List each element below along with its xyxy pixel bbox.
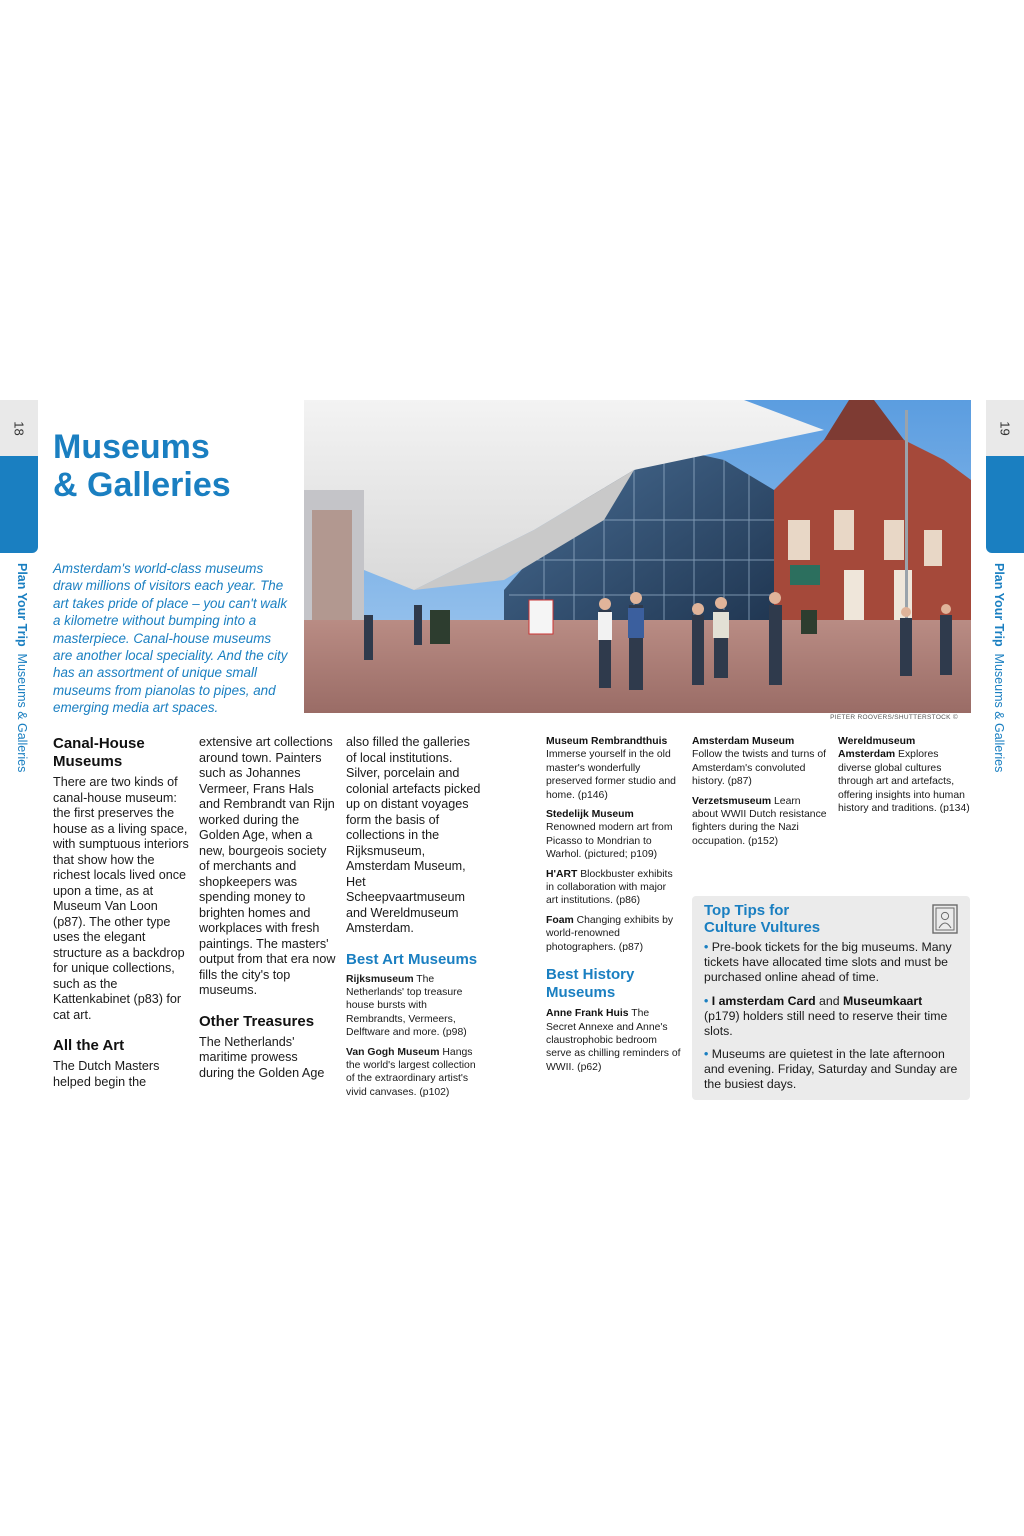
paragraph-other-treasures: The Netherlands' maritime prowess during the Golden Age xyxy=(199,1034,325,1080)
section-tab-left xyxy=(0,456,38,553)
side-label-left: Plan Your Trip Museums & Galleries xyxy=(15,563,29,773)
top-tips-title: Top Tips for Culture Vultures xyxy=(704,902,821,936)
page-title: Museums & Galleries xyxy=(53,428,231,504)
column-4 xyxy=(546,735,681,1080)
list-item: Stedelijk Museum Renowned modern art from Picasso to Mondrian to Warhol. (pictured; p109) xyxy=(546,809,673,861)
list-item: Rijksmuseum The Netherlands' top treasure house bursts with Rembrandts, Vermeers, Delftware and more. (p98) xyxy=(346,973,467,1039)
photo-credit: PIETER ROOVERS/SHUTTERSTOCK © xyxy=(830,714,958,721)
list-item: H'ART Blockbuster exhibits in collaboration with major art institutions. (p86) xyxy=(546,868,673,907)
tip-3: • Museums are quietest in the late afternoon and evening. Friday, Saturday and Sunday are the busiest days. xyxy=(704,1047,958,1091)
framed-portrait-icon xyxy=(932,904,958,934)
paragraph-art-continued: extensive art collections around town. Painters such as Johannes Vermeer, Frans Hals and Rembrandt van Rijn worked during the Golden Age, when a new, bourgeois society of merchants and shopkeepers was spending money to brighten homes and workplaces with fresh paintings. The masters' output from that era now fills the city's top museums. xyxy=(199,735,336,997)
column-1 xyxy=(53,735,190,1090)
heading-all-the-art: All the Art xyxy=(53,1037,125,1054)
column-3 xyxy=(346,735,483,1105)
paragraph-canal-house: There are two kinds of canal-house museum: the first preserves the house as a living space, with sumptuous interiors that show how the richest locals lived once upon a time, as at Museum Van Loon (p87). The other type uses the elegant structure as a backdrop for unique collections, such as the Kattenkabinet (p83) for cat art. xyxy=(53,775,189,1022)
list-item: Verzetsmuseum Learn about WWII Dutch resistance fighters during the Nazi occupation. (p152) xyxy=(692,795,827,847)
paragraph-all-the-art: The Dutch Masters helped begin the xyxy=(53,1059,160,1089)
column-6 xyxy=(838,735,973,821)
best-art-list xyxy=(346,973,483,1100)
page-number-left: 18 xyxy=(0,400,38,456)
section-tab-right xyxy=(986,456,1024,553)
list-item: Museum Rembrandthuis Immerse yourself in the old master's wonderfully preserved former studio and home. (p146) xyxy=(546,736,676,801)
page-number-right: 19 xyxy=(986,400,1024,456)
list-item: Wereldmuseum Amsterdam Explores diverse global cultures through art and artefacts, offering insights into human history and traditions. (p134) xyxy=(838,736,970,815)
photo-illustration xyxy=(304,400,971,713)
list-item: Van Gogh Museum Hangs the world's largest collection of the extraordinary artist's vivid canvases. (p102) xyxy=(346,1046,476,1098)
top-tips-box xyxy=(692,896,970,1100)
heading-best-history-museums: Best History Museums xyxy=(546,966,635,1002)
side-label-right: Plan Your Trip Museums & Galleries xyxy=(992,563,1006,773)
stedelijk-museum-photo xyxy=(304,400,971,713)
intro-text: Amsterdam's world-class museums draw millions of visitors each year. The art takes pride of place – you can't walk a kilometre without bumping into a masterpiece. Canal-house museums are another local speciality. And the city has an assortment of unique small museums from pianolas to pipes, and emerging media art spaces. xyxy=(53,561,288,716)
column-2 xyxy=(199,735,336,1081)
list-item: Foam Changing exhibits by world-renowned photographers. (p87) xyxy=(546,914,674,953)
heading-best-art-museums: Best Art Museums xyxy=(346,950,478,968)
heading-canal-house-museums: Canal-House Museums xyxy=(53,735,145,770)
tip-2: • I amsterdam Card and Museumkaart (p179) holders still need to reserve their time slots. xyxy=(704,994,948,1038)
column-5 xyxy=(692,735,827,854)
tip-1: • Pre-book tickets for the big museums. Many tickets have allocated time slots and must be purchased online ahead of time. xyxy=(704,940,952,984)
list-item: Anne Frank Huis The Secret Annexe and Anne's claustrophobic bedroom serve as chilling reminders of WWII. (p62) xyxy=(546,1008,681,1073)
list-item: Amsterdam Museum Follow the twists and turns of Amsterdam's convoluted history. (p87) xyxy=(692,736,826,788)
heading-other-treasures: Other Treasures xyxy=(199,1012,315,1030)
paragraph-treasures-continued: also filled the galleries of local institutions. Silver, porcelain and colonial artefacts picked up on distant voyages form the basis of collections in the Rijksmuseum, Amsterdam Museum, Het Scheepvaartmuseum and Wereldmuseum Amsterdam. xyxy=(346,735,481,935)
